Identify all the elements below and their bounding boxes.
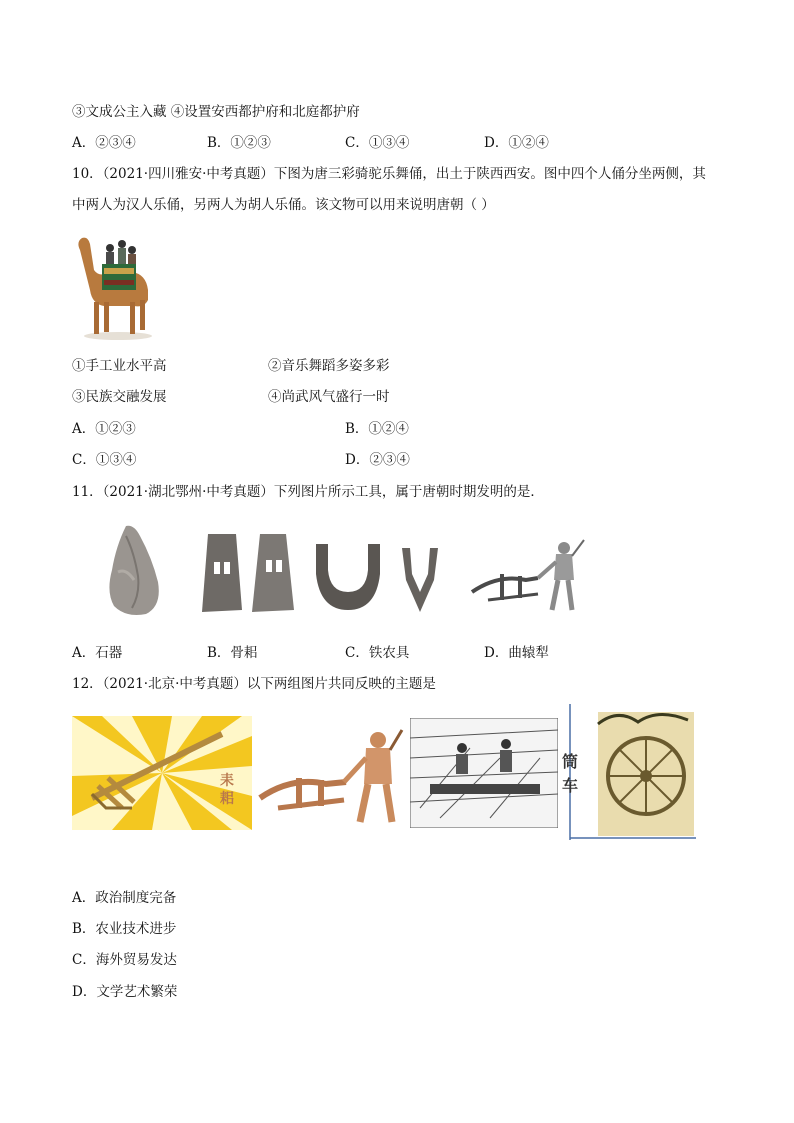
q11-option-c[interactable]: C．铁农具 xyxy=(345,645,410,661)
q10-option-b[interactable]: B．①②④ xyxy=(345,421,409,437)
q10-statement-2: ②音乐舞蹈多姿多彩 xyxy=(268,358,390,374)
q11-option-a[interactable]: A．石器 xyxy=(72,645,123,661)
tongche-label: 筒车 xyxy=(562,752,579,795)
leisi-label: 耒耜 xyxy=(220,773,234,807)
iron-tools-image xyxy=(312,540,452,616)
q12-option-b[interactable]: B．农业技术进步 xyxy=(72,921,177,937)
q10-statement-3: ③民族交融发展 xyxy=(72,389,167,405)
q9-statements: ③文成公主入藏 ④设置安西都护府和北庭都护府 xyxy=(72,104,360,120)
q11-stem: 11．（2021·湖北鄂州·中考真题）下列图片所示工具，属于唐朝时期发明的是． xyxy=(72,484,544,500)
camel-figurine-image xyxy=(72,230,158,342)
q10-stem-line2: 中两人为汉人乐俑，另两人为胡人乐俑。该文物可以用来说明唐朝（ ） xyxy=(72,197,495,213)
q12-option-c[interactable]: C．海外贸易发达 xyxy=(72,952,177,968)
stone-tool-image xyxy=(104,522,164,618)
plow-sepia-image xyxy=(256,722,406,826)
q11-option-d[interactable]: D．曲辕犁 xyxy=(484,645,549,661)
q9-option-a[interactable]: A．②③④ xyxy=(72,135,136,151)
q10-statement-4: ④尚武风气盛行一时 xyxy=(268,389,390,405)
farming-scene-image xyxy=(410,718,558,828)
q10-option-c[interactable]: C．①③④ xyxy=(72,452,137,468)
q9-option-b[interactable]: B．①②③ xyxy=(207,135,271,151)
q9-option-c[interactable]: C．①③④ xyxy=(345,135,410,151)
q10-stem-line1: 10．（2021·四川雅安·中考真题）下图为唐三彩骑驼乐舞俑，出土于陕西西安。图中四个人俑分坐两侧，其 xyxy=(72,166,706,182)
q12-option-d[interactable]: D．文学艺术繁荣 xyxy=(72,984,178,1000)
q12-option-a[interactable]: A．政治制度完备 xyxy=(72,890,177,906)
q10-option-a[interactable]: A．①②③ xyxy=(72,421,136,437)
bone-spade-image xyxy=(200,532,298,614)
q10-option-d[interactable]: D．②③④ xyxy=(345,452,410,468)
tongche-image xyxy=(558,704,696,840)
q9-option-d[interactable]: D．①②④ xyxy=(484,135,549,151)
curved-shaft-plow-image xyxy=(468,534,592,614)
q10-statement-1: ①手工业水平高 xyxy=(72,358,167,374)
q11-option-b[interactable]: B．骨耜 xyxy=(207,645,258,661)
leisi-image xyxy=(72,716,252,830)
q12-stem: 12．（2021·北京·中考真题）以下两组图片共同反映的主题是 xyxy=(72,676,436,692)
